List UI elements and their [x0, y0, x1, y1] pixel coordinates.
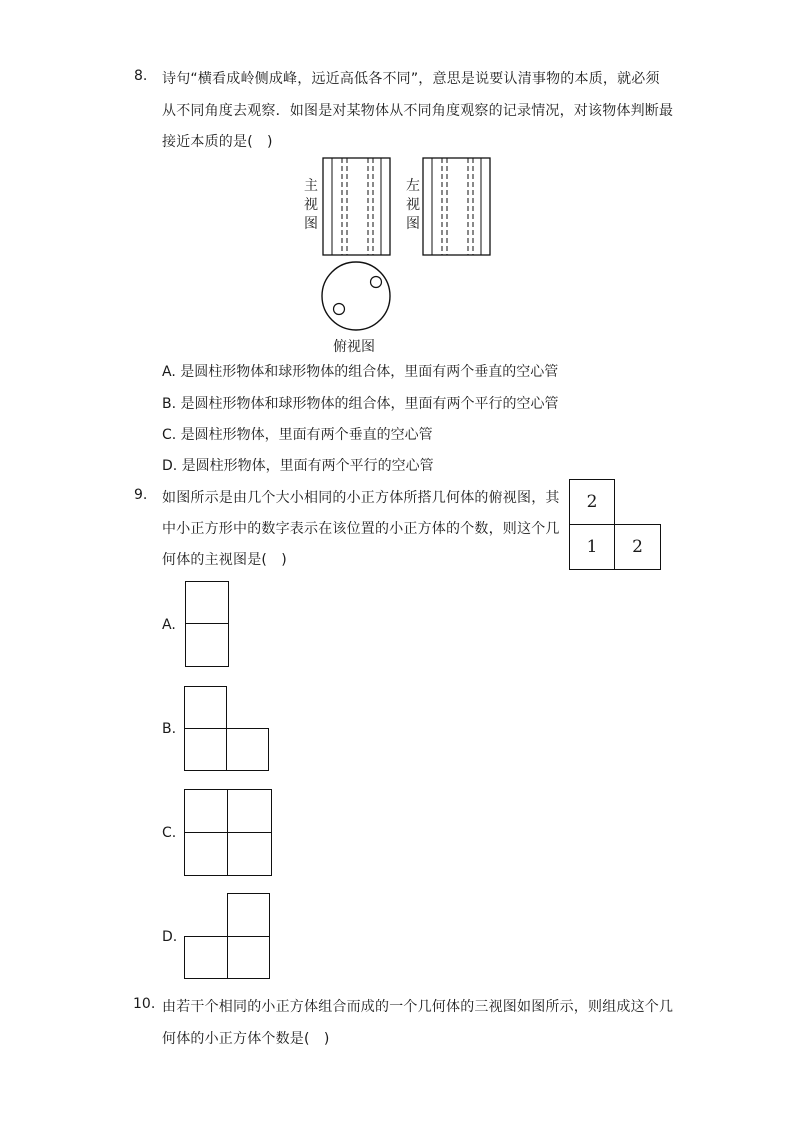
top-view-drawing	[320, 260, 392, 332]
q9-line-3: 何体的主视图是( )	[162, 552, 287, 568]
front-view-label: 主 视 图	[304, 178, 318, 232]
q9-option-a-label[interactable]: A.	[162, 617, 176, 633]
q8-figure	[295, 150, 495, 355]
q8-line-3: 接近本质的是( )	[162, 134, 273, 150]
q8-option-d[interactable]: D. 是圆柱形物体，里面有两个平行的空心管	[162, 458, 434, 474]
square	[184, 936, 228, 979]
square	[185, 581, 229, 624]
left-view-label: 左 视 图	[406, 178, 420, 232]
square	[227, 893, 270, 937]
square	[184, 832, 228, 876]
q8-option-b[interactable]: B. 是圆柱形物体和球形物体的组合体，里面有两个平行的空心管	[162, 396, 559, 412]
square	[226, 728, 269, 771]
q8-option-c[interactable]: C. 是圆柱形物体，里面有两个垂直的空心管	[162, 427, 433, 443]
square	[227, 832, 272, 876]
square	[184, 789, 228, 833]
q8-line-1: 诗句“横看成岭侧成峰，远近高低各不同”，意思是说要认清事物的本质，就必须	[162, 71, 660, 87]
front-view-drawing	[322, 157, 392, 257]
q10-number: 10.	[133, 996, 156, 1012]
q9-line-1: 如图所示是由几个大小相同的小正方体所搭几何体的俯视图，其	[162, 490, 560, 506]
q9-option-d-figure[interactable]	[184, 893, 270, 979]
q9-option-b-figure[interactable]	[184, 686, 269, 771]
grid-cell-bottom-left: 1	[569, 524, 615, 570]
q9-number: 9.	[134, 487, 148, 503]
q8-line-2: 从不同角度去观察．如图是对某物体从不同角度观察的记录情况，对该物体判断最	[162, 103, 674, 119]
q9-option-c-figure[interactable]	[184, 789, 272, 876]
q10-line-1: 由若干个相同的小正方体组合而成的一个几何体的三视图如图所示，则组成这个几	[162, 999, 674, 1015]
grid-cell-top-left: 2	[569, 479, 615, 525]
q8-option-a[interactable]: A. 是圆柱形物体和球形物体的组合体，里面有两个垂直的空心管	[162, 364, 559, 380]
square	[184, 686, 227, 729]
left-view-drawing	[422, 157, 492, 257]
q9-option-c-label[interactable]: C.	[162, 825, 177, 841]
q10-line-2: 何体的小正方体个数是( )	[162, 1031, 330, 1047]
square	[184, 728, 227, 771]
q9-option-a-figure[interactable]	[185, 581, 229, 667]
top-view-caption: 俯视图	[333, 339, 375, 355]
q9-top-view-grid	[569, 479, 661, 570]
q9-option-d-label[interactable]: D.	[162, 929, 178, 945]
square	[227, 936, 270, 979]
q9-line-2: 中小正方形中的数字表示在该位置的小正方体的个数，则这个几	[162, 521, 560, 537]
q8-number: 8.	[134, 68, 148, 84]
q9-option-b-label[interactable]: B.	[162, 721, 177, 737]
grid-cell-bottom-right: 2	[614, 524, 661, 570]
square	[185, 623, 229, 667]
square	[227, 789, 272, 833]
